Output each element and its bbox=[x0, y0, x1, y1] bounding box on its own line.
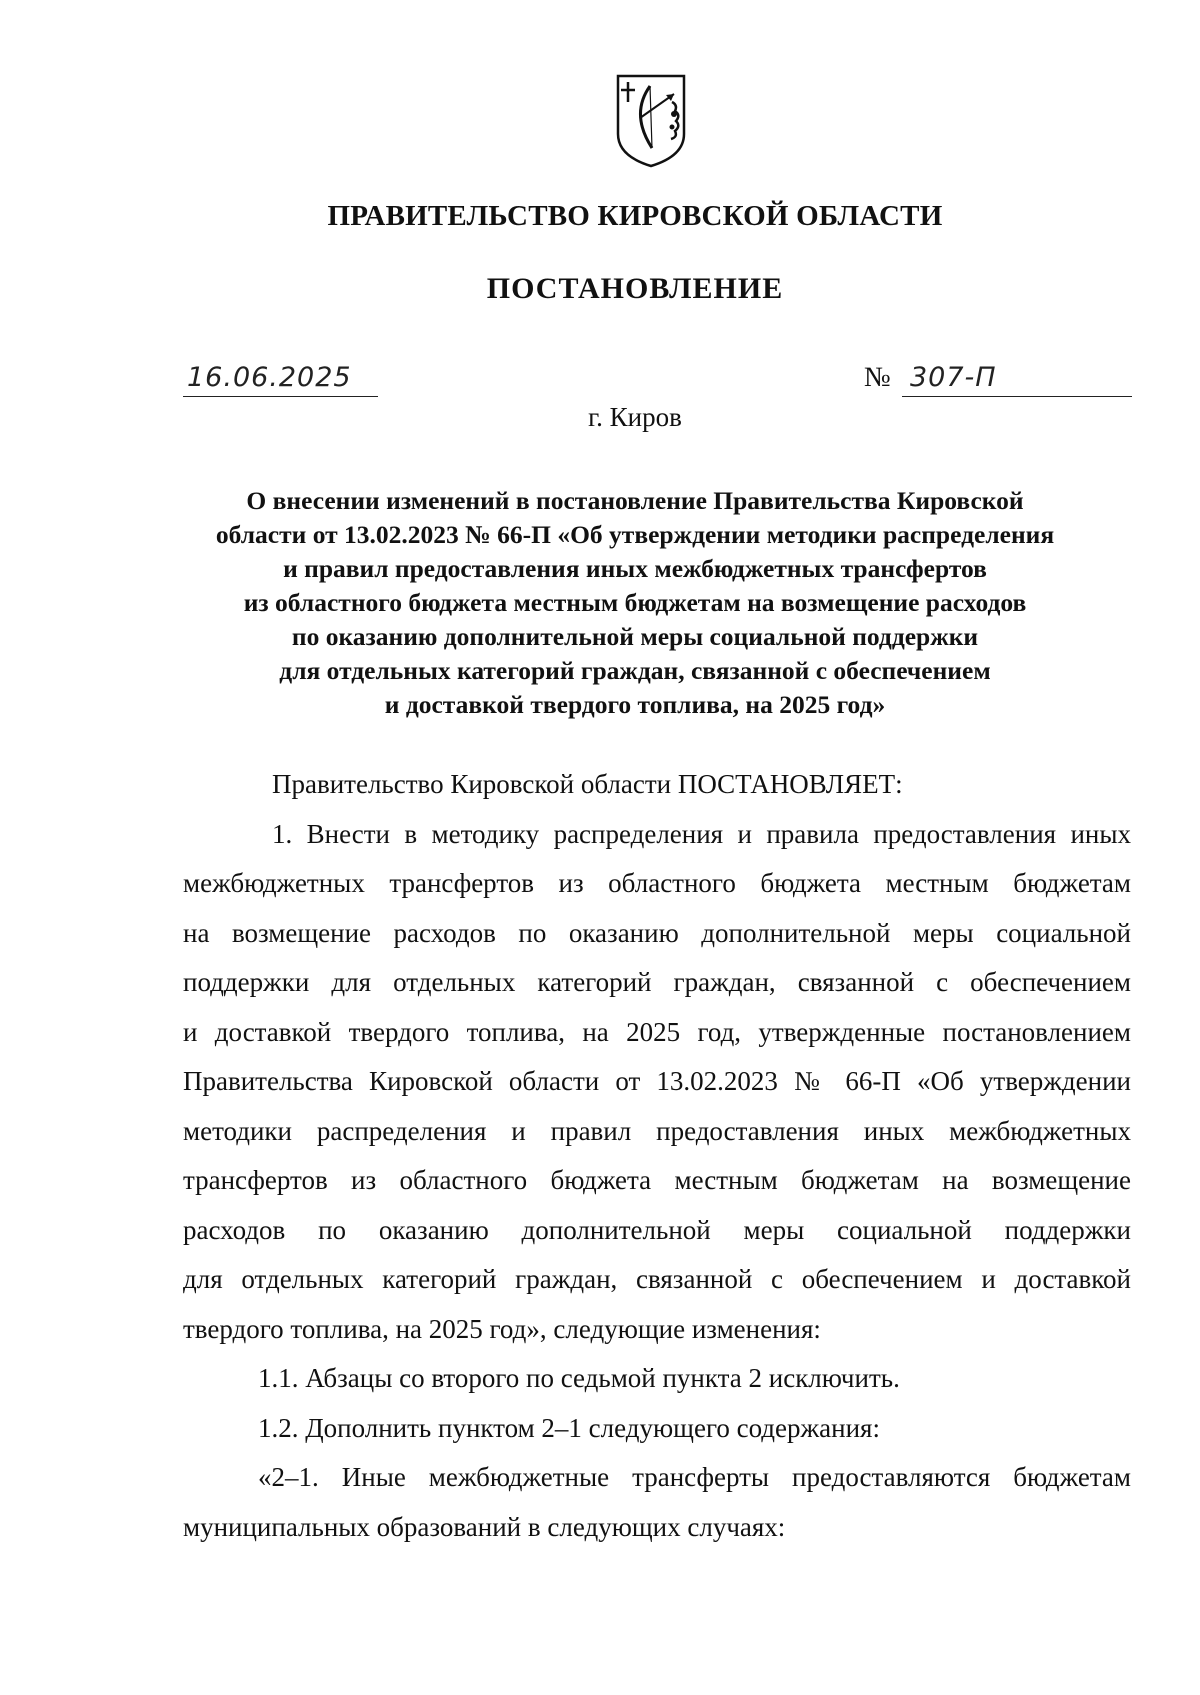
subitem-1-2: 1.2. Дополнить пунктом 2–1 следующего содержания: bbox=[258, 1412, 880, 1443]
handwritten-number: 307-П bbox=[910, 362, 997, 393]
paragraph-line: Правительства Кировской области от 13.02.2023 № 66-П «Об утверждении bbox=[183, 1066, 1131, 1096]
subject-line: для отдельных категорий граждан, связанной с обеспечением bbox=[279, 656, 991, 685]
paragraph-line: поддержки для отдельных категорий граждан, связанной с обеспечением bbox=[183, 967, 1131, 997]
quote-line: муниципальных образований в следующих случаях: bbox=[183, 1511, 786, 1542]
paragraph-line: на возмещение расходов по оказанию дополнительной меры социальной bbox=[183, 917, 1131, 948]
subject-line: О внесении изменений в постановление Правительства Кировской bbox=[246, 486, 1024, 515]
resolution-intro: Правительство Кировской области ПОСТАНОВЛЯЕТ: bbox=[272, 769, 903, 799]
paragraph-line: для отдельных категорий граждан, связанной с обеспечением и доставкой bbox=[183, 1264, 1131, 1294]
paragraph-line: трансфертов из областного бюджета местным бюджетам на возмещение bbox=[183, 1165, 1131, 1195]
subject-line: и правил предоставления иных межбюджетных трансфертов bbox=[283, 554, 987, 583]
number-field bbox=[902, 360, 1132, 397]
paragraph-line: методики распределения и правил предоставления иных межбюджетных bbox=[183, 1115, 1131, 1146]
coat-of-arms-emblem bbox=[614, 72, 688, 168]
quote-line: «2–1. Иные межбюджетные трансферты предоставляются бюджетам bbox=[258, 1462, 1131, 1492]
document-subject bbox=[150, 484, 1120, 722]
document-type: ПОСТАНОВЛЕНИЕ bbox=[486, 272, 784, 305]
document-body bbox=[183, 760, 1131, 1552]
paragraph-line: межбюджетных трансфертов из областного бюджета местным бюджетам bbox=[183, 868, 1131, 898]
paragraph-line: 1. Внести в методику распределения и правила предоставления иных bbox=[272, 818, 1131, 849]
paragraph-line: расходов по оказанию дополнительной меры социальной поддержки bbox=[183, 1214, 1131, 1245]
number-label: № bbox=[864, 362, 891, 393]
date-field bbox=[183, 360, 378, 397]
organization-title: ПРАВИТЕЛЬСТВО КИРОВСКОЙ ОБЛАСТИ bbox=[327, 200, 943, 232]
city-line: г. Киров bbox=[588, 402, 682, 432]
subject-line: по оказанию дополнительной меры социальной поддержки bbox=[291, 622, 979, 651]
subject-line: области от 13.02.2023 № 66-П «Об утверждении методики распределения bbox=[215, 520, 1055, 549]
subject-line: и доставкой твердого топлива, на 2025 год» bbox=[384, 690, 886, 719]
subject-line: из областного бюджета местным бюджетам на возмещение расходов bbox=[243, 588, 1027, 617]
subitem-1-1: 1.1. Абзацы со второго по седьмой пункта 2 исключить. bbox=[258, 1363, 900, 1393]
shield-icon bbox=[614, 72, 688, 168]
paragraph-line: и доставкой твердого топлива, на 2025 год, утвержденные постановлением bbox=[183, 1016, 1131, 1047]
paragraph-line: твердого топлива, на 2025 год», следующие изменения: bbox=[183, 1313, 821, 1344]
handwritten-date: 16.06.2025 bbox=[187, 362, 352, 393]
